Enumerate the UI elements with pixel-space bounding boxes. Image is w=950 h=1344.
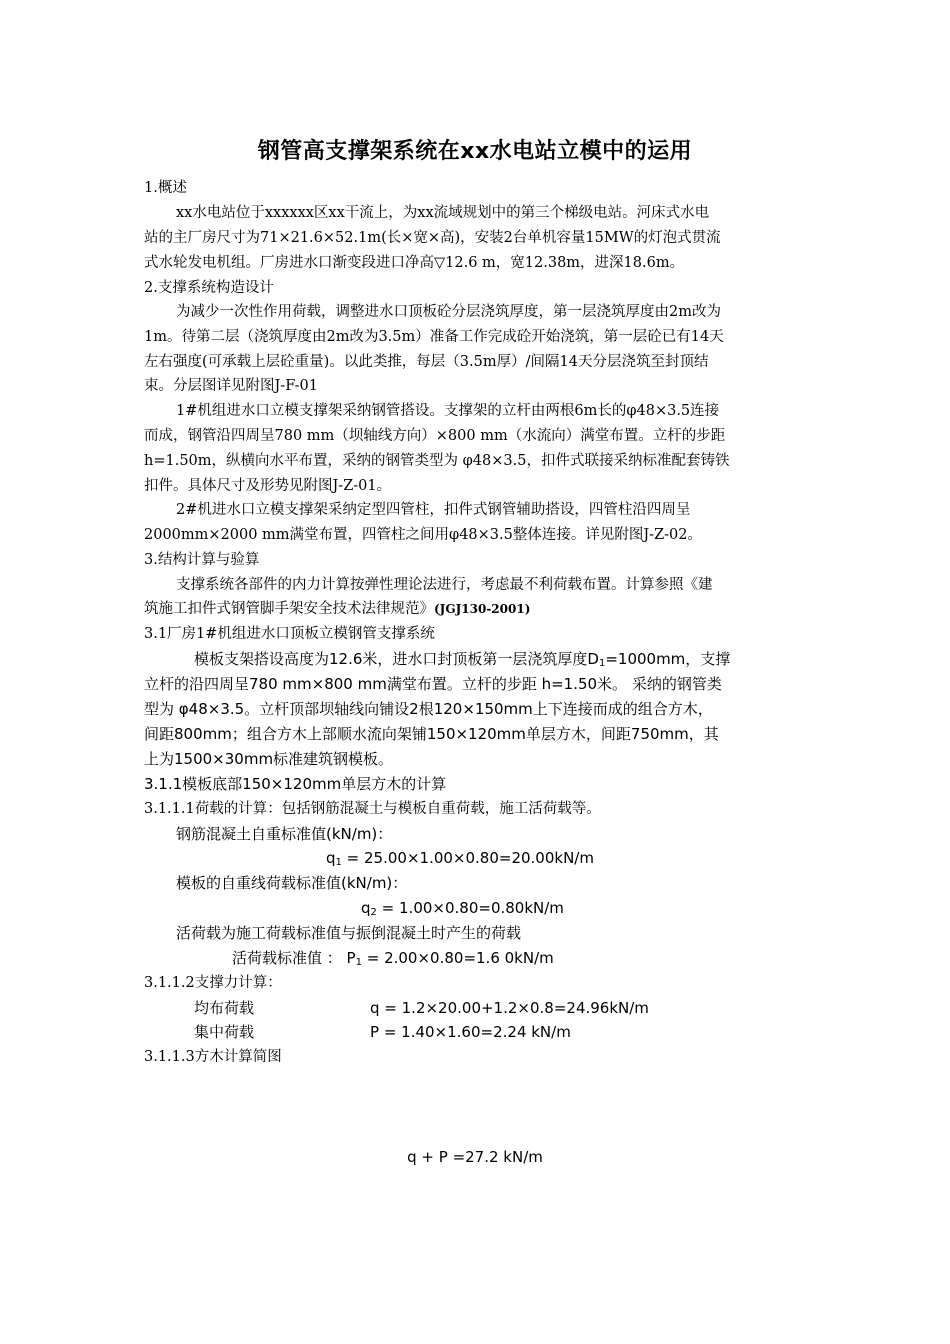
- formula-symbol: q: [361, 899, 371, 917]
- paragraph-line: 支撑系统各部件的内力计算按弹性理论法进行，考虑最不利荷载布置。计算参照《建: [176, 577, 713, 593]
- paragraph-text: =1000mm，支撑: [605, 650, 731, 668]
- load-formula: P = 1.40×1.60=2.24 kN/m: [370, 1023, 571, 1041]
- paragraph-line: 1m。待第二层（浇筑厚度由2m改为3.5m）准备工作完成砼开始浇筑，第一层砼已有14天: [144, 329, 724, 345]
- heading-overview: 1.概述: [144, 180, 187, 196]
- heading-3-1-1: 3.1.1模板底部150×120mm单层方木的计算: [144, 775, 447, 793]
- paragraph-line: xx水电站位于xxxxxx区xx干流上，为xx流域规划中的第三个梯级电站。河床式水电: [176, 205, 710, 221]
- paragraph-text: 模板支架搭设高度为12.6米，进水口封顶板第一层浇筑厚度D: [194, 650, 599, 668]
- heading-structure-calc: 3.结构计算与验算: [144, 552, 260, 568]
- paragraph-line: 为减少一次性作用荷载，调整进水口顶板砼分层浇筑厚度，第一层浇筑厚度由2m改为: [176, 304, 721, 320]
- paragraph-text: 筑施工扣件式钢管脚手架安全技术法律规范》: [144, 601, 434, 617]
- paragraph-line: 扣件。具体尺寸及形势见附图J-Z-01。: [144, 478, 392, 494]
- formula-text: = 25.00×1.00×0.80=20.00kN/m: [341, 849, 594, 867]
- paragraph-line: 立杆的沿四周呈780 mm×800 mm满堂布置。立杆的步距 h=1.50米。 采纳的钢管类: [144, 675, 722, 693]
- paragraph-line: [144, 597, 814, 622]
- subscript: 1: [598, 658, 606, 669]
- paragraph-line: 2000mm×2000 mm满堂布置，四管柱之间用φ48×3.5整体连接。详见附图J-Z-02。: [144, 527, 703, 543]
- heading-support-design: 2.支撑系统构造设计: [144, 280, 274, 296]
- heading-3-1-1-3: 3.1.1.3方木计算简图: [144, 1049, 282, 1065]
- formula-text: = 1.00×0.80=0.80kN/m: [376, 899, 564, 917]
- subscript: 1: [335, 857, 342, 868]
- document-title: 钢管高支撑架系统在xx水电站立模中的运用: [257, 139, 693, 164]
- subscript: 2: [370, 907, 377, 918]
- heading-3-1-1-1: 3.1.1.1荷载的计算：包括钢筋混凝土与模板自重荷载，施工活荷载等。: [144, 801, 601, 817]
- formula-text: = 2.00×0.80=1.6 0kN/m: [361, 949, 554, 967]
- load-label: 集中荷载: [194, 1023, 255, 1041]
- formula-symbol: q: [326, 849, 336, 867]
- subscript: 1: [355, 957, 362, 968]
- code-reference: (JGJ130-2001): [434, 602, 531, 616]
- paragraph-line: 而成，钢管沿四周呈780 mm（坝轴线方向）×800 mm（水流向）满堂布置。立杆的步距: [144, 428, 726, 444]
- heading-3-1-1-2: 3.1.1.2支撑力计算：: [144, 975, 282, 991]
- load-formula: q = 1.2×20.00+1.2×0.8=24.96kN/m: [370, 999, 649, 1017]
- paragraph-line: 左右强度(可承载上层砼重量)。以此类推，每层（3.5m厚）/间隔14天分层浇筑至封顶结: [144, 354, 709, 370]
- paragraph-line: 间距800mm；组合方木上部顺水流向架铺150×120mm单层方木，间距750mm，其: [144, 725, 719, 743]
- diagram-load-label: q + P =27.2 kN/m: [407, 1148, 543, 1166]
- formula-label: 钢筋混凝土自重标准值(kN/m)：: [176, 825, 393, 843]
- formula-label: 活荷载为施工荷载标准值与振倒混凝土时产生的荷载: [176, 924, 522, 942]
- load-label: 均布荷载: [194, 999, 255, 1017]
- paragraph-line: 型为 φ48×3.5。立杆顶部坝轴线向铺设2根120×150mm上下连接而成的组合方木，: [144, 700, 713, 718]
- paragraph-line: 束。分层图详见附图J-F-01: [144, 378, 318, 394]
- paragraph-line: 1#机组进水口立模支撑架采纳钢管搭设。支撑架的立杆由两根6m长的φ48×3.5连接: [176, 403, 720, 419]
- paragraph-line: h=1.50m，纵横向水平布置，采纳的钢管类型为 φ48×3.5，扣件式联接采纳标准配套铸铁: [144, 453, 730, 469]
- heading-3-1: 3.1厂房1#机组进水口顶板立模钢管支撑系统: [144, 626, 435, 642]
- paragraph-line: 站的主厂房尺寸为71×21.6×52.1m(长×宽×高)，安装2台单机容量15MW的灯泡式贯流: [144, 230, 721, 246]
- paragraph-line: 式水轮发电机组。厂房进水口渐变段进口净高▽12.6 m，宽12.38m，进深18.6m。: [144, 255, 685, 271]
- formula-label: 模板的自重线荷载标准值(kN/m)：: [176, 874, 408, 892]
- paragraph-line: 2#机进水口立模支撑架采纳定型四管柱，扣件式钢管辅助搭设，四管柱沿四周呈: [176, 502, 691, 518]
- paragraph-line: 上为1500×30mm标准建筑钢模板。: [144, 750, 394, 768]
- formula-text: 活荷载标准值 ： P: [232, 949, 356, 967]
